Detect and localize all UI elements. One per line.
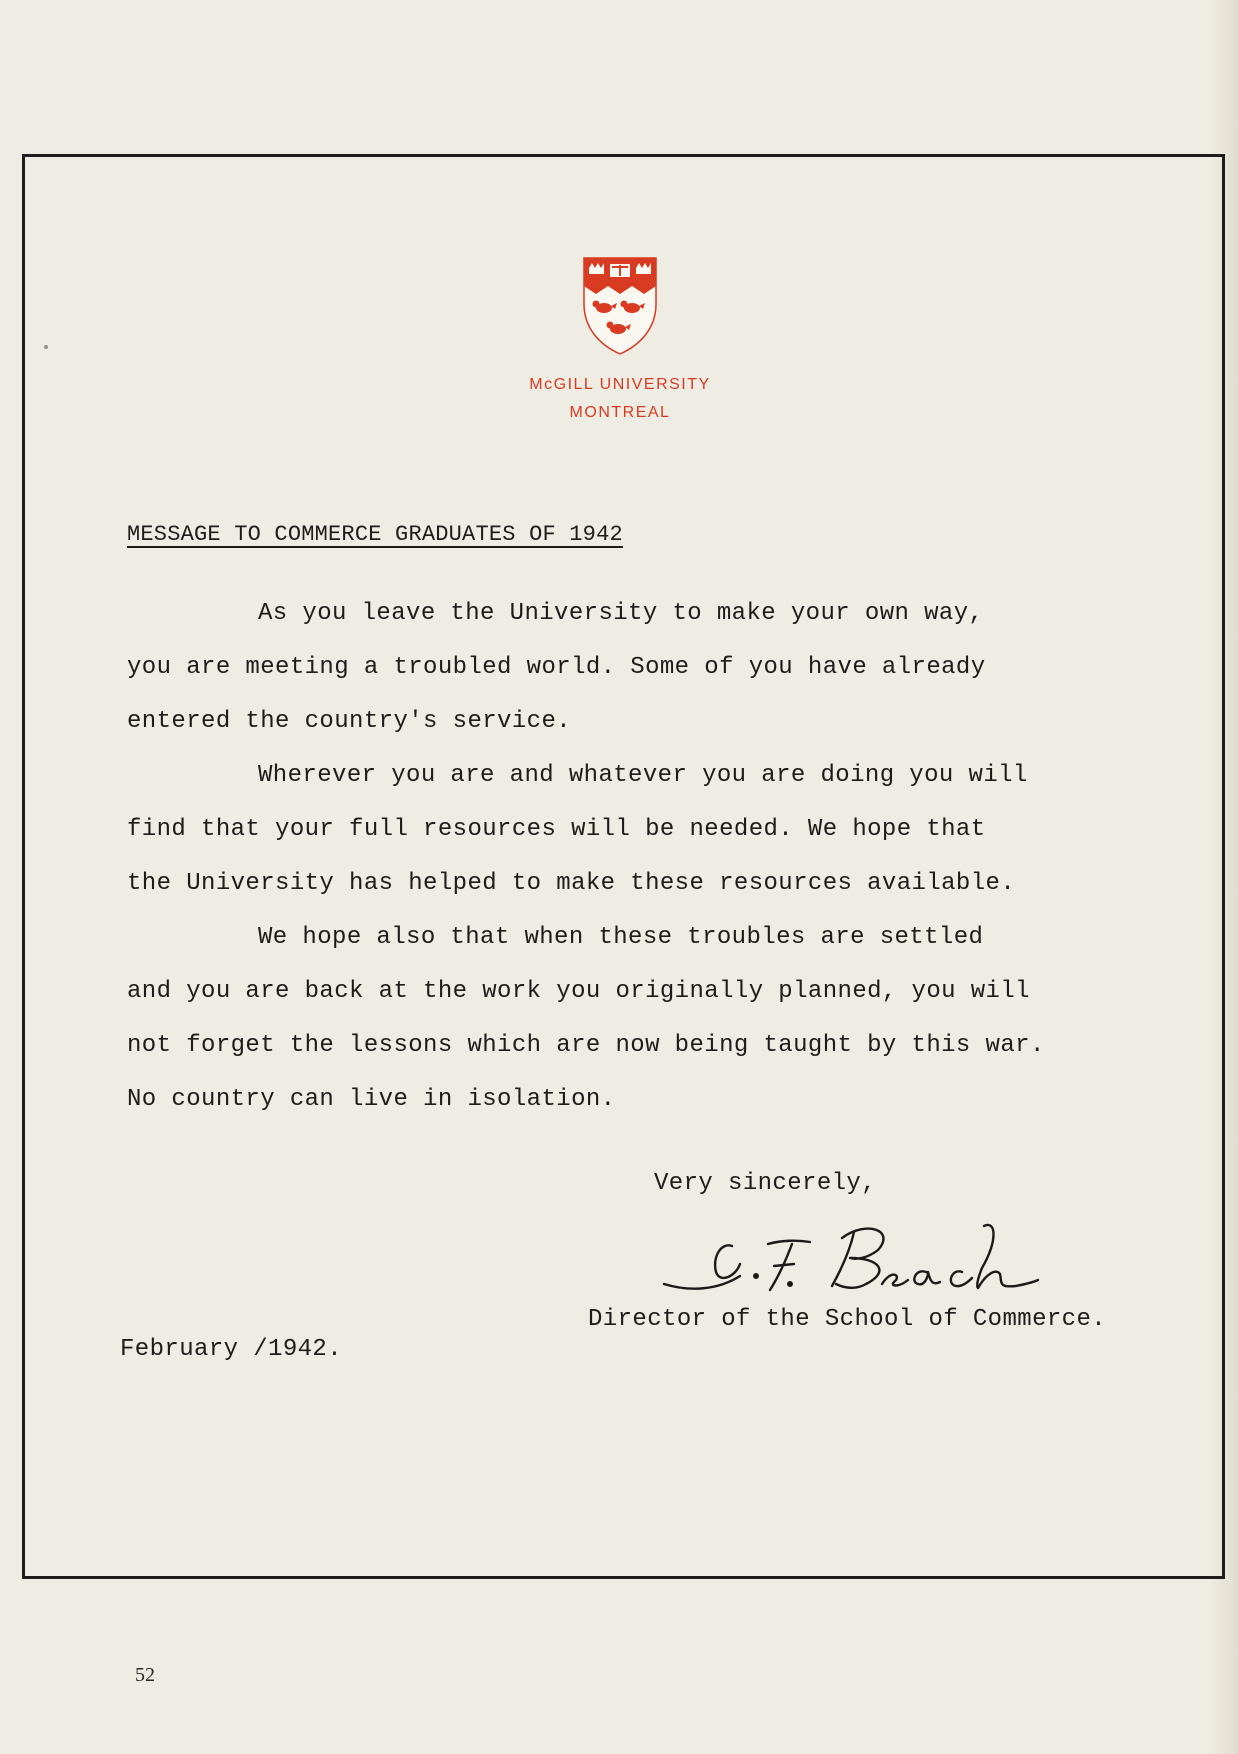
body-line: and you are back at the work you originally planned, you will <box>127 978 1030 1005</box>
page-number: 52 <box>135 1664 155 1686</box>
body-line: you are meeting a troubled world. Some of you have already <box>127 654 986 681</box>
letter-border-frame <box>22 154 1225 1579</box>
body-line: the University has helped to make these resources available. <box>127 870 1016 897</box>
letterhead-university: McGILL UNIVERSITY <box>529 376 711 393</box>
body-line: not forget the lessons which are now being taught by this war. <box>127 1032 1045 1059</box>
handwritten-signature <box>660 1210 1040 1306</box>
letter-date: February /1942. <box>120 1336 343 1363</box>
body-line: We hope also that when these troubles are settled <box>258 924 984 951</box>
letter-closing: Very sincerely, <box>654 1170 877 1197</box>
body-line: As you leave the University to make your own way, <box>258 600 984 627</box>
body-line: No country can live in isolation. <box>127 1086 616 1113</box>
body-line: entered the country's service. <box>127 708 572 735</box>
body-line: Wherever you are and whatever you are doing you will <box>258 762 1028 789</box>
body-line: find that your full resources will be needed. We hope that <box>127 816 986 843</box>
letterhead-city: MONTREAL <box>569 404 671 421</box>
signatory-title: Director of the School of Commerce. <box>588 1306 1107 1333</box>
mcgill-crest-icon <box>582 256 658 356</box>
letter-heading: MESSAGE TO COMMERCE GRADUATES OF 1942 <box>127 522 623 547</box>
